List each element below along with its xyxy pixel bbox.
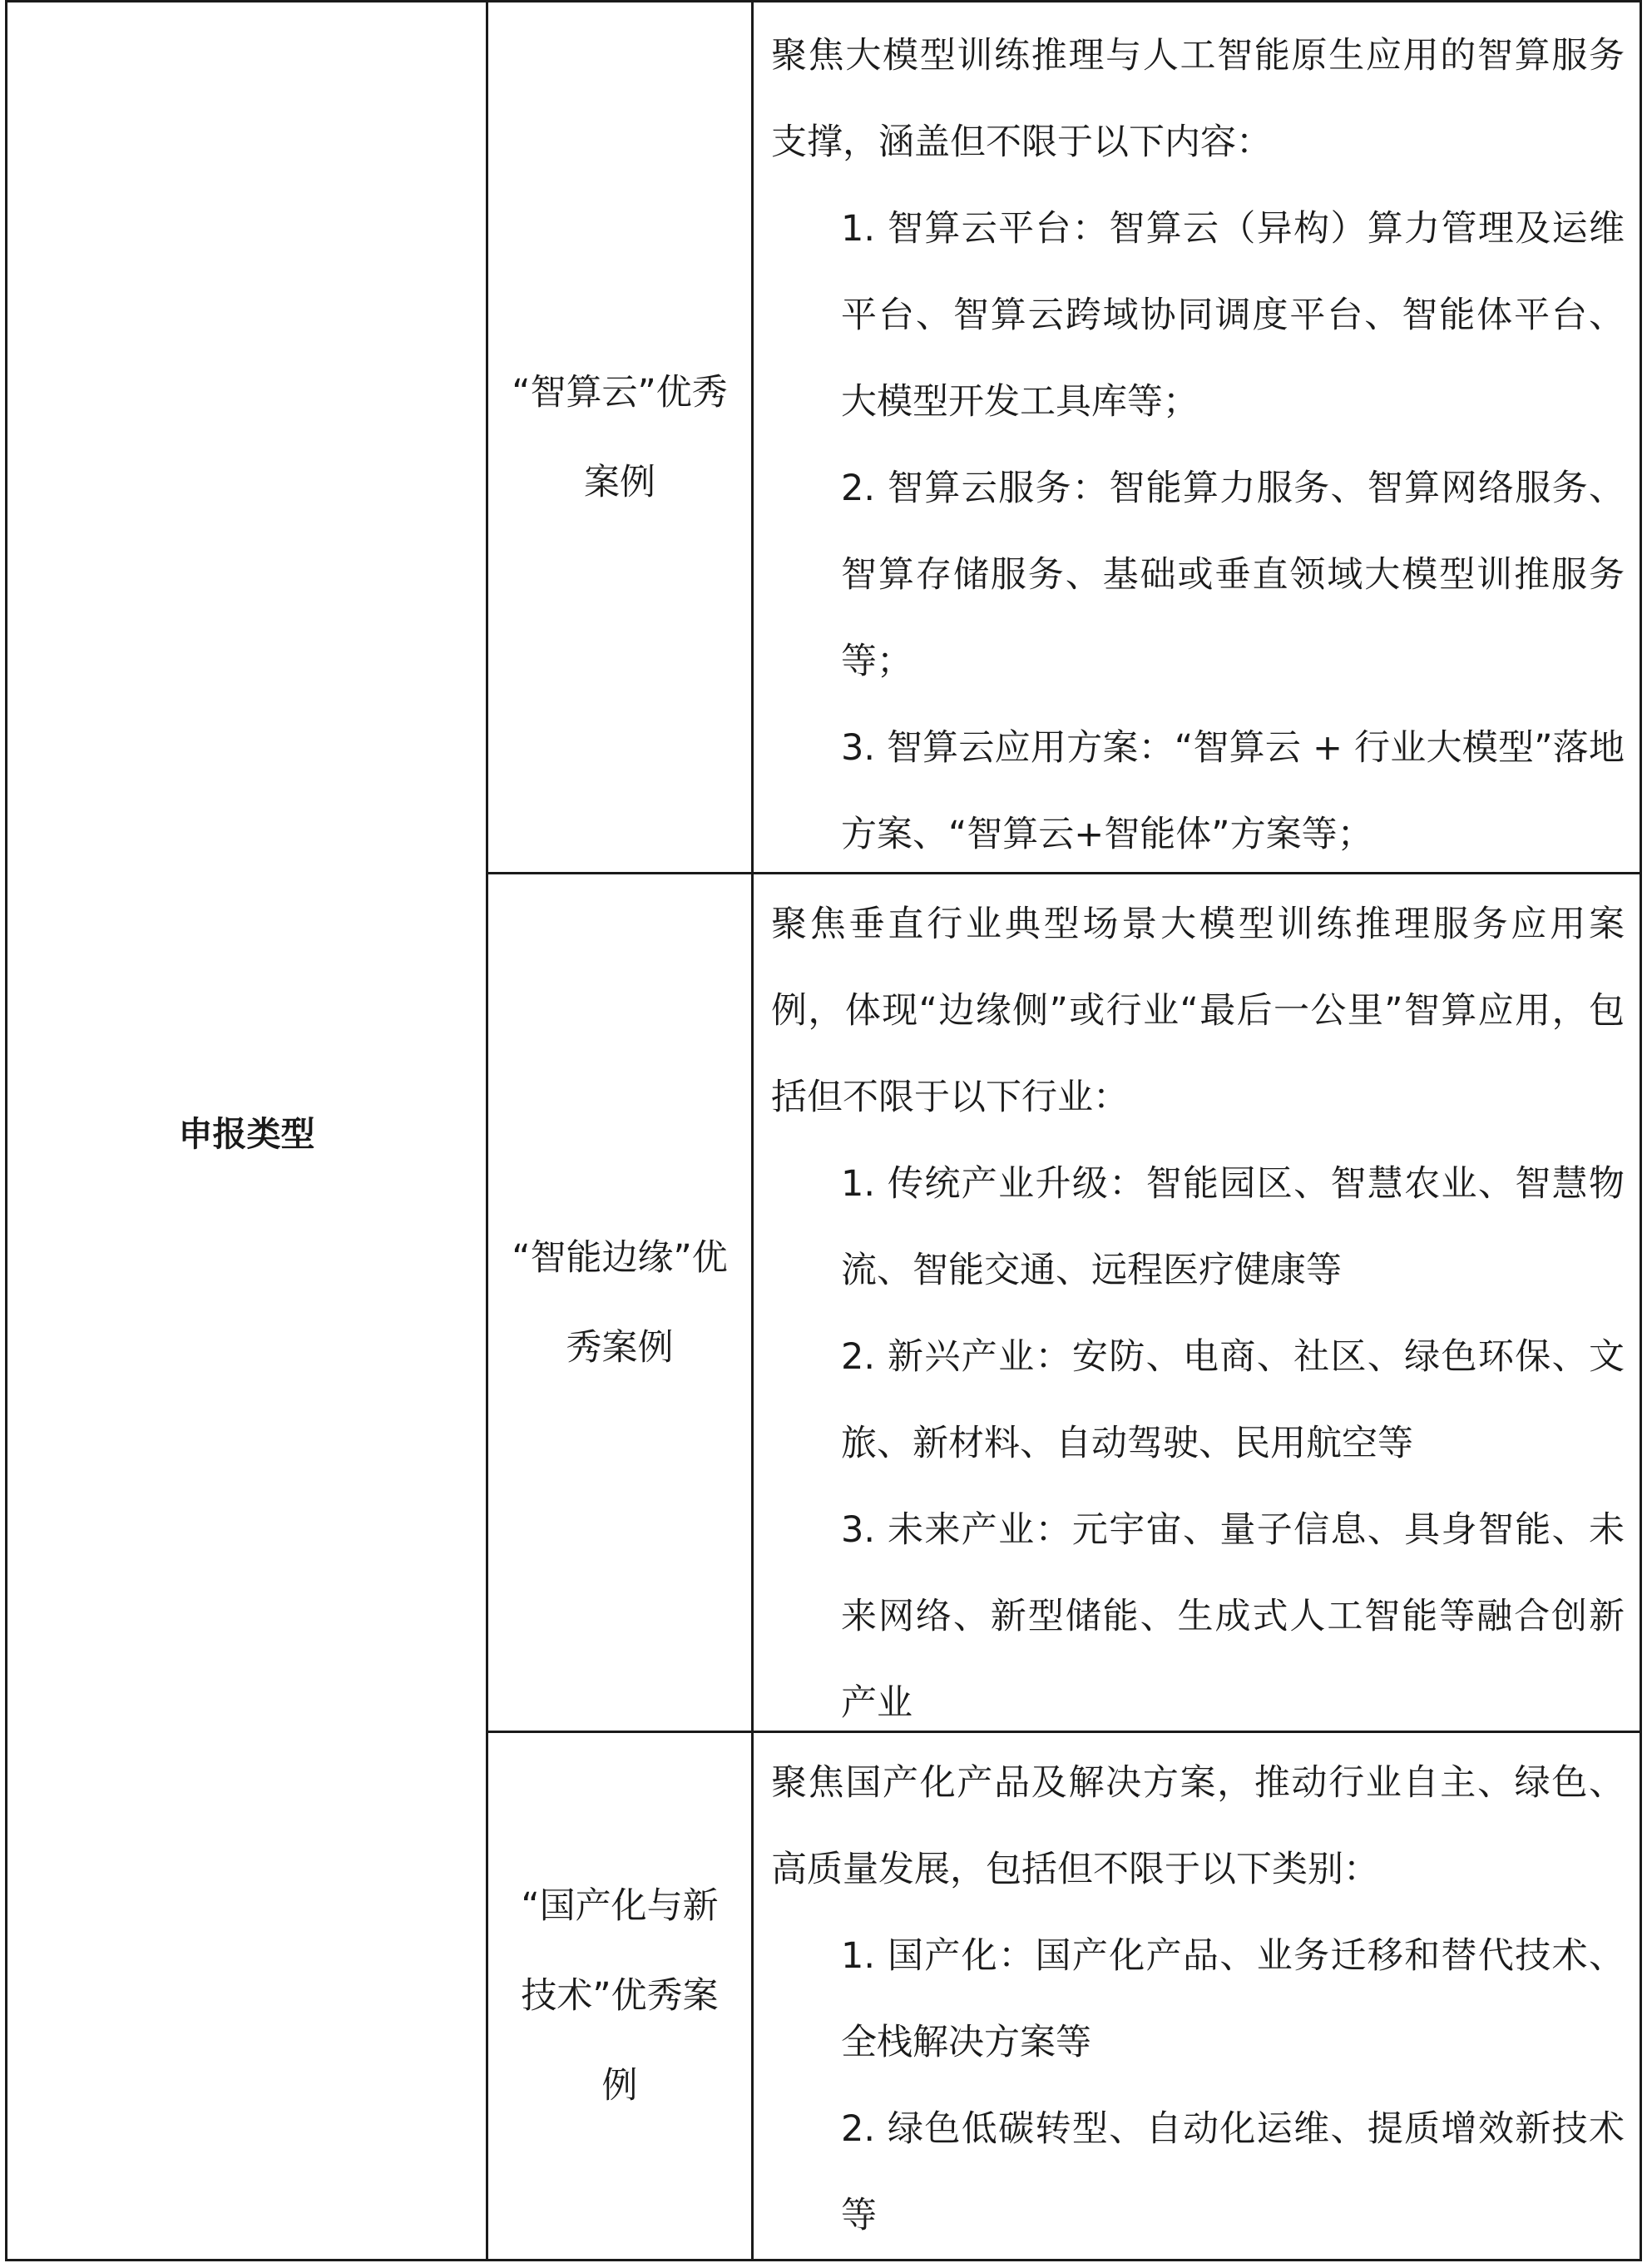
description-item: 1. 智算云平台：智算云（异构）算力管理及运维平台、智算云跨域协同调度平台、智能体平台、大模型开发工具库等； — [841, 208, 1625, 423]
application-type-table — [5, 0, 1642, 2261]
description-item: 1. 传统产业升级：智能园区、智慧农业、智慧物流、智能交通、远程医疗健康等 — [841, 1163, 1625, 1291]
description-item: 2. 新兴产业：安防、电商、社区、绿色环保、文旅、新材料、自动驾驶、民用航空等 — [841, 1336, 1625, 1464]
category-label: “国产化与新技术”优秀案例 — [521, 1885, 719, 2107]
category-label: “智算云”优秀案例 — [512, 371, 728, 503]
description-item: 1. 国产化：国产化产品、业务迁移和替代技术、全栈解决方案等 — [841, 1935, 1625, 2063]
description-item: 2. 智算云服务：智能算力服务、智算网络服务、智算存储服务、基础或垂直领域大模型训推服务等； — [841, 468, 1625, 682]
row-label: 申报类型 — [178, 1113, 315, 1154]
description-intro: 聚焦国产化产品及解决方案，推动行业自主、绿色、高质量发展，包括但不限于以下类别： — [771, 1762, 1625, 1890]
category-cell — [488, 1733, 751, 2259]
category-label: “智能边缘”优秀案例 — [512, 1236, 728, 1369]
description-intro: 聚焦垂直行业典型场景大模型训练推理服务应用案例，体现“边缘侧”或行业“最后一公里”智算应用，包括但不限于以下行业： — [771, 904, 1625, 1118]
description-item: 3. 智算云应用方案：“智算云 + 行业大模型”落地方案、“智算云+智能体”方案等； — [841, 727, 1625, 855]
description-item: 2. 绿色低碳转型、自动化运维、提质增效新技术等 — [841, 2108, 1625, 2236]
description-item: 3. 未来产业：元宇宙、量子信息、具身智能、未来网络、新型储能、生成式人工智能等融合创新产业 — [841, 1509, 1625, 1724]
description-cell — [771, 12, 1625, 878]
description-cell — [771, 881, 1625, 1746]
category-cell — [488, 2, 751, 872]
description-cell — [771, 1740, 1625, 2259]
description-intro: 聚焦大模型训练推理与人工智能原生应用的智算服务支撑，涵盖但不限于以下内容： — [771, 35, 1625, 163]
column-divider-2 — [751, 2, 754, 2259]
category-cell — [488, 874, 751, 1731]
